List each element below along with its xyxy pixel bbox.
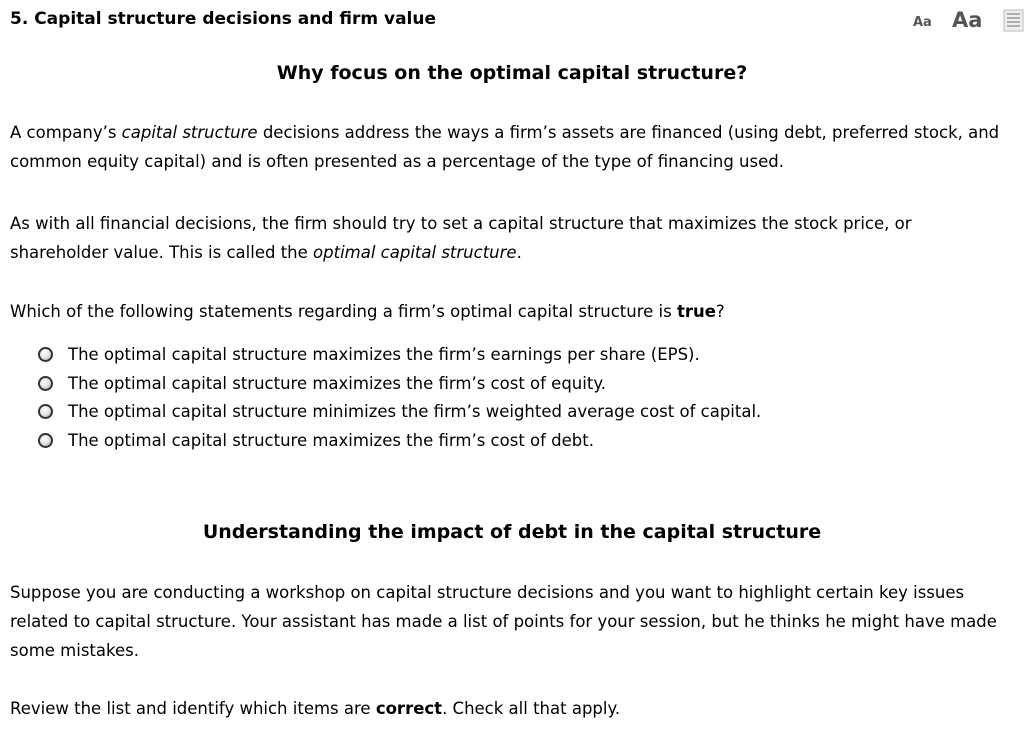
section-title: Why focus on the optimal capital structure? (276, 62, 748, 84)
radio-button[interactable] (38, 404, 53, 419)
section-title: Understanding the impact of debt in the capital structure (202, 521, 822, 543)
answer-option[interactable] (38, 426, 761, 455)
question-header: 5. Capital structure decisions and firm value (10, 9, 437, 29)
font-size-large-button[interactable]: Aa (952, 8, 983, 32)
optimal-structure-paragraph: As with all financial decisions, the firm should try to set a capital structure that maximizes the stock price, or shareholder value. This is called the optimal capital structure. (10, 214, 912, 262)
option-label: The optimal capital structure maximizes the firm’s cost of equity. (68, 373, 606, 393)
question-prompt: Which of the following statements regarding a firm’s optimal capital structure is true? (10, 302, 725, 321)
radio-button[interactable] (38, 433, 53, 448)
option-label: The optimal capital structure maximizes the firm’s cost of debt. (68, 430, 594, 450)
answer-option[interactable] (38, 340, 761, 369)
workshop-paragraph: Suppose you are conducting a workshop on capital structure decisions and you want to highlight certain key issues related to capital structure. Your assistant has made a list of points for your session, but he thinks he might have made some mistakes. (10, 583, 997, 660)
option-label: The optimal capital structure maximizes the firm’s earnings per share (EPS). (68, 344, 700, 364)
answer-option[interactable] (38, 397, 761, 426)
document-lines-icon[interactable] (1003, 9, 1024, 32)
answer-options (38, 340, 761, 455)
intro-paragraph: A company’s capital structure decisions address the ways a firm’s assets are financed (using debt, preferred stock, and common equity capital) and is often presented as a percentage of the type of financing used. (10, 123, 1000, 171)
radio-button[interactable] (38, 347, 53, 362)
answer-option[interactable] (38, 369, 761, 398)
instruction-text: Review the list and identify which items are correct. Check all that apply. (10, 699, 621, 718)
font-size-small-button[interactable]: Aa (913, 15, 932, 30)
radio-button[interactable] (38, 376, 53, 391)
option-label: The optimal capital structure minimizes the firm’s weighted average cost of capital. (68, 402, 762, 422)
